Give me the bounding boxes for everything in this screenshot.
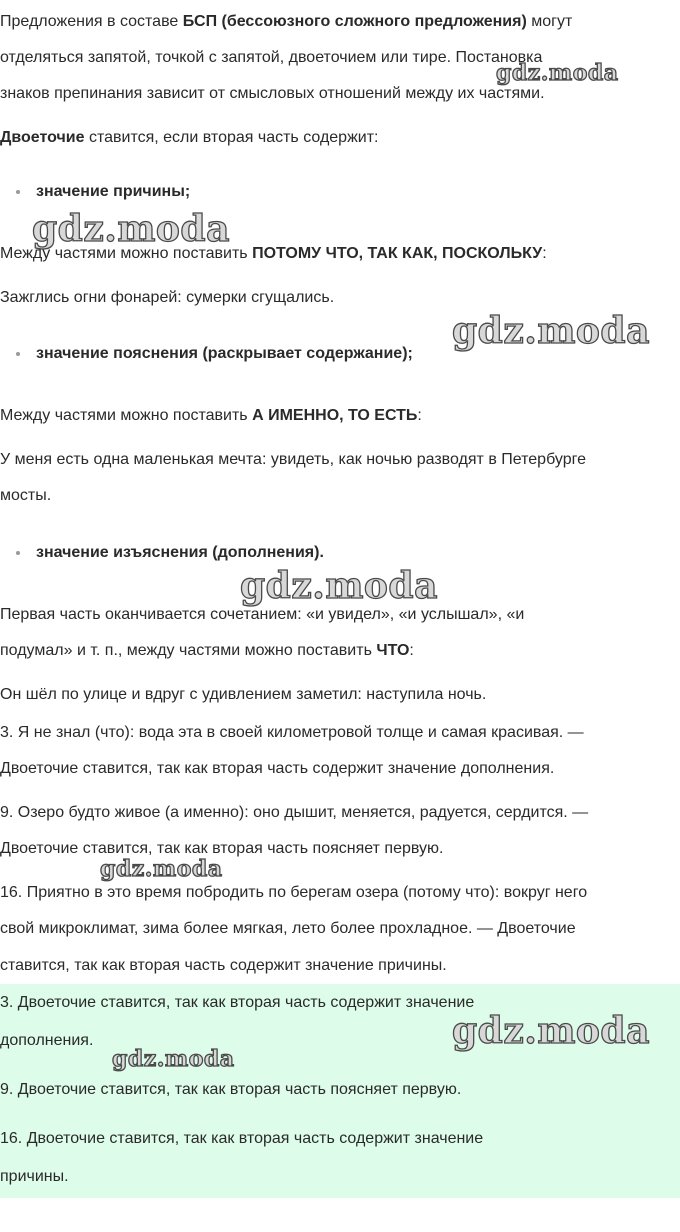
answer-3-line-2: дополнения. [0,1032,94,1049]
item-9-line-2: Двоеточие ставится, так как вторая часть поясняет первую. [0,840,444,857]
answer-16-line-1: 16. Двоеточие ставится, так как вторая часть содержит значение [0,1130,484,1147]
bullet-dot [16,190,20,194]
colon-rule-text: ставится, если вторая часть содержит: [84,129,379,146]
watermark-logo: gdz.moda [452,1010,650,1052]
item-3-line-1: 3. Я не знал (что): вода эта в своей километровой толще и самая красивая. — [0,724,584,741]
watermark-logo: gdz.moda [32,208,230,250]
item-9-line-1: 9. Озеро будто живое (а именно): оно дышит, меняется, радуется, сердится. — [0,804,589,821]
bullet-addition: значение изъяснения (дополнения). [36,544,324,561]
addition-example: Он шёл по улице и вдруг с удивлением заметил: наступила ночь. [0,686,487,703]
conj-text: Между частями можно поставить [0,245,253,262]
item-3-line-2: Двоеточие ставится, так как вторая часть содержит значение дополнения. [0,760,555,777]
bullet-dot [16,551,20,555]
conj-text: Между частями можно поставить [0,407,253,424]
watermark-logo: gdz.moda [112,1046,235,1072]
addition-line-1: Первая часть оканчивается сочетанием: «и увидел», «и услышал», «и [0,606,525,623]
watermark-logo: gdz.moda [452,310,650,352]
conj-words: А ИМЕННО, ТО ЕСТЬ [252,407,418,424]
explanation-conjunctions [0,398,422,434]
colon-rule [0,120,378,156]
cause-example: Зажглись огни фонарей: сумерки сгущались. [0,289,335,306]
addition-line-2 [0,633,414,669]
bullet-explanation: значение пояснения (раскрывает содержание); [36,345,413,362]
addition-text: подумал» и т. п., между частями можно поставить [0,642,377,659]
bsp-term: БСП (бессоюзного сложного предложения) [182,13,527,30]
item-16-line-2: свой микроклимат, зима более мягкая, лето более прохладное. — Двоеточие [0,920,576,937]
addition-text: : [409,642,414,659]
intro-line-1 [0,4,572,40]
conj-text: : [542,245,547,262]
intro-line-2: отделяться запятой, точкой с запятой, двоеточием или тире. Постановка [0,49,543,66]
intro-line-3: знаков препинания зависит от смысловых отношений между их частями. [0,85,545,102]
answer-9: 9. Двоеточие ставится, так как вторая часть поясняет первую. [0,1081,462,1098]
intro-text: Предложения в составе [0,13,183,30]
conj-text: : [417,407,422,424]
bullet-cause: значение причины; [36,183,191,200]
colon-term: Двоеточие [0,129,85,146]
watermark-logo: gdz.moda [240,565,438,607]
answer-16-line-2: причины. [0,1168,69,1185]
explanation-example-2: мосты. [0,487,52,504]
bullet-dot [16,352,20,356]
conj-words: ЧТО [376,642,410,659]
explanation-example-1: У меня есть одна маленькая мечта: увидеть, как ночью разводят в Петербурге [0,451,586,468]
item-16-line-3: ставится, так как вторая часть содержит значение причины. [0,957,447,974]
watermark-logo: gdz.moda [100,856,223,882]
answer-3-line-1: 3. Двоеточие ставится, так как вторая часть содержит значение [0,994,475,1011]
intro-text: могут [526,13,573,30]
watermark-logo: gdz.moda [496,60,619,86]
item-16-line-1: 16. Приятно в это время побродить по берегам озера (потому что): вокруг него [0,884,588,901]
conj-words: ПОТОМУ ЧТО, ТАК КАК, ПОСКОЛЬКУ [252,245,543,262]
